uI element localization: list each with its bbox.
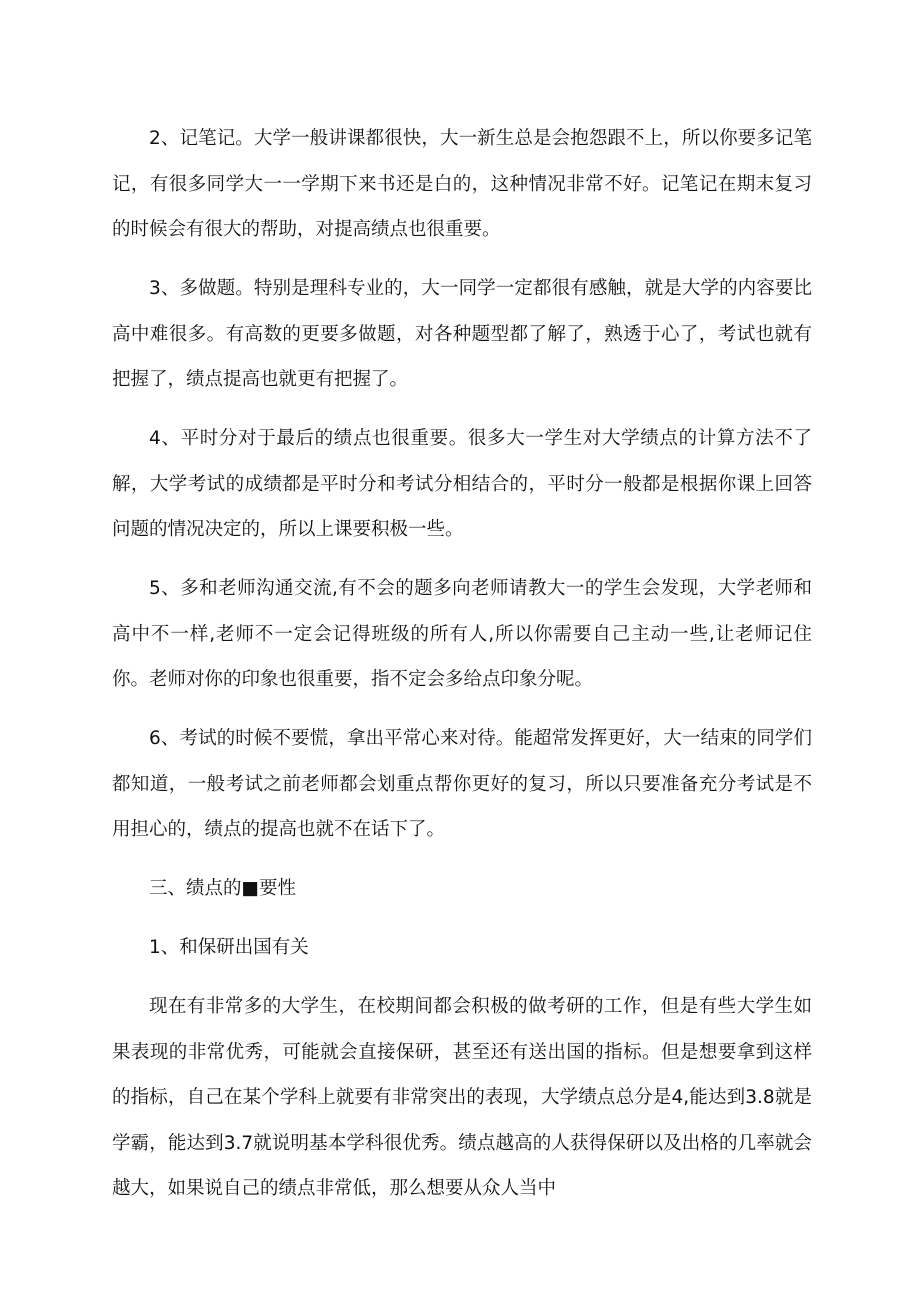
document-body — [112, 116, 812, 1225]
subheading-graduate-abroad: 1、和保研出国有关 — [149, 937, 309, 958]
paragraph-note-taking: 2、记笔记。大学一般讲课都很快，大一新生总是会抱怨跟不上，所以你要多记笔记，有很多同学大一一学期下来书还是白的，这种情况非常不好。记笔记在期末复习的时候会有很大的帮助，对提高绩点也很重要。 — [112, 128, 812, 240]
paragraph-exam-mindset: 6、考试的时候不要慌，拿出平常心来对待。能超常发挥更好，大一结束的同学们都知道，一般考试之前老师都会划重点帮你更好的复习，所以只要准备充分考试是不用担心的，绩点的提高也就不在话下了。 — [112, 728, 812, 840]
paragraph-regular-score: 4、平时分对于最后的绩点也很重要。很多大一学生对大学绩点的计算方法不了解，大学考试的成绩都是平时分和考试分相结合的，平时分一般都是根据你课上回答问题的情况决定的，所以上课要积极一些。 — [112, 428, 812, 540]
paragraph-graduate-recommendation: 现在有非常多的大学生，在校期间都会积极的做考研的工作，但是有些大学生如果表现的非常优秀，可能就会直接保研，甚至还有送出国的指标。但是想要拿到这样的指标，自己在某个学科上就要有非常突出的表现，大学绩点总分是4,能达到3.8就是学霸，能达到3.7就说明基本学科很优秀。绩点越高的人获得保研以及出格的几率就会越大，如果说自己的绩点非常低，那么想要从众人当中 — [112, 996, 812, 1199]
section-heading-gpa-importance: 三、绩点的■要性 — [149, 878, 296, 899]
paragraph-teacher-communication: 5、多和老师沟通交流,有不会的题多向老师请教大一的学生会发现，大学老师和高中不一样,老师不一定会记得班级的所有人,所以你需要自己主动一些,让老师记住你。老师对你的印象也很重要，指不定会多给点印象分呢。 — [112, 578, 812, 690]
paragraph-practice-problems: 3、多做题。特别是理科专业的，大一同学一定都很有感触，就是大学的内容要比高中难很多。有高数的更要多做题，对各种题型都了解了，熟透于心了，考试也就有把握了，绩点提高也就更有把握了。 — [112, 278, 812, 390]
